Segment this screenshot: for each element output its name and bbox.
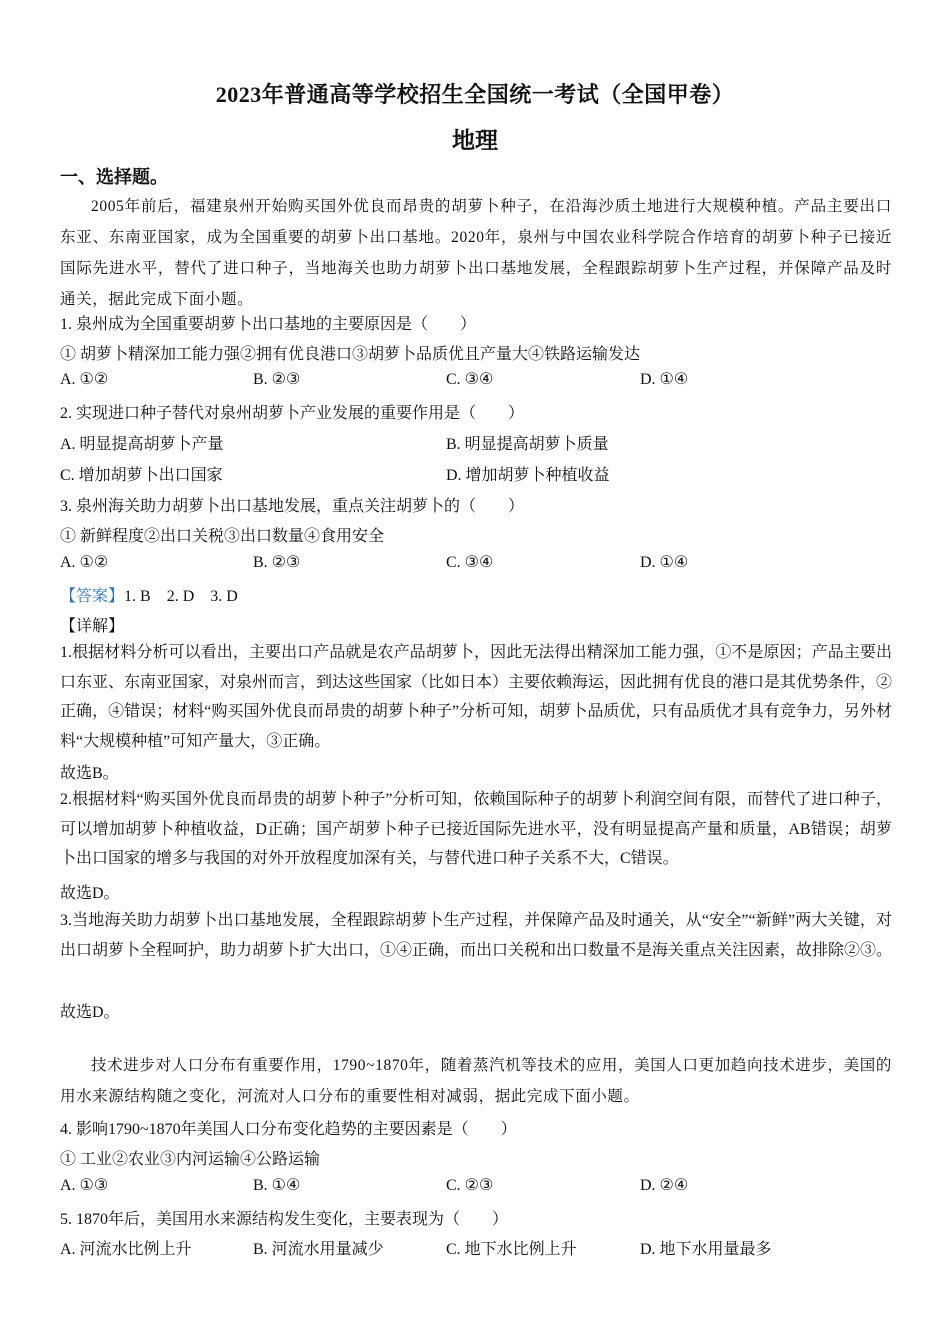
option-a: A. 明显提高胡萝卜产量 xyxy=(60,436,224,453)
section-heading: 一、选择题。 xyxy=(60,167,168,187)
conclusion-1: 故选B。 xyxy=(60,765,119,782)
option-d: D. ①④ xyxy=(640,554,689,571)
question-4-items: ① 工业②农业③内河运输④公路运输 xyxy=(60,1151,321,1168)
option-b: B. ①④ xyxy=(253,1177,301,1194)
option-d: D. ②④ xyxy=(640,1177,689,1194)
option-c: C. 增加胡萝卜出口国家 xyxy=(60,467,223,484)
explanation-2: 2.根据材料“购买国外优良而昂贵的胡萝卜种子”分析可知，依赖国际种子的胡萝卜利润空间有限，而替代了进口种子，可以增加胡萝卜种植收益，D正确；国产胡萝卜种子已接近国际先进水平，没有明显提高产量和质量，AB错误；胡萝卜出口国家的增多与我国的对外开放程度加深有关，与替代进口种子关系不大，C错误。 xyxy=(60,791,892,867)
option-a: A. 河流水比例上升 xyxy=(60,1241,192,1258)
question-5-options xyxy=(60,1236,900,1260)
question-5-stem: 5. 1870年后，美国用水来源结构发生变化，主要表现为（ ） xyxy=(60,1211,509,1228)
passage-2: 技术进步对人口分布有重要作用，1790~1870年，随着蒸汽机等技术的应用，美国人口更加趋向技术进步，美国的用水来源结构随之变化，河流对人口分布的重要性相对减弱，据此完成下面小题。 xyxy=(60,1057,892,1105)
option-b: B. ②③ xyxy=(253,371,301,388)
option-c: C. ③④ xyxy=(446,371,494,388)
question-4-stem: 4. 影响1790~1870年美国人口分布变化趋势的主要因素是（ ） xyxy=(60,1121,517,1138)
option-c: C. 地下水比例上升 xyxy=(446,1241,577,1258)
option-d: D. 地下水用量最多 xyxy=(640,1241,772,1258)
question-2-options-row-2 xyxy=(60,462,900,486)
conclusion-3: 故选D。 xyxy=(60,1004,120,1021)
answer-value: 1. B 2. D 3. D xyxy=(124,588,238,605)
option-a: A. ①② xyxy=(60,371,109,388)
option-d: D. 增加胡萝卜种植收益 xyxy=(446,467,610,484)
option-b: B. ②③ xyxy=(253,554,301,571)
explanation-1: 1.根据材料分析可以看出，主要出口产品就是农产品胡萝卜，因此无法得出精深加工能力强，①不是原因；产品主要出口东亚、东南亚国家，对泉州而言，到达这些国家（比如日本）主要依赖海运，因此拥有优良的港口是其优势条件，②正确，④错误；材料“购买国外优良而昂贵的胡萝卜种子”分析可知，胡萝卜品质优，只有品质优才具有竞争力，另外材料“大规模种植”可知产量大，③正确。 xyxy=(60,644,893,750)
answer-label: 【答案】 xyxy=(60,588,125,605)
option-d: D. ①④ xyxy=(640,371,689,388)
option-a: A. ①③ xyxy=(60,1177,109,1194)
option-c: C. ②③ xyxy=(446,1177,494,1194)
conclusion-2: 故选D。 xyxy=(60,885,120,902)
question-3-items: ① 新鲜程度②出口关税③出口数量④食用安全 xyxy=(60,528,385,545)
option-c: C. ③④ xyxy=(446,554,494,571)
passage-1: 2005年前后，福建泉州开始购买国外优良而昂贵的胡萝卜种子，在沿海沙质土地进行大规模种植。产品主要出口东亚、东南亚国家，成为全国重要的胡萝卜出口基地。2020年，泉州与中国农业科学院合作培育的胡萝卜种子已接近国际先进水平，替代了进口种子，当地海关也助力胡萝卜出口基地发展，全程跟踪胡萝卜生产过程，并保障产品及时通关，据此完成下面小题。 xyxy=(60,198,892,308)
option-b: B. 河流水用量减少 xyxy=(253,1241,384,1258)
option-b: B. 明显提高胡萝卜质量 xyxy=(446,436,609,453)
detail-label: 【详解】 xyxy=(60,618,125,635)
exam-title: 2023年普通高等学校招生全国统一考试（全国甲卷） xyxy=(215,82,735,107)
subject-title: 地理 xyxy=(452,128,498,153)
option-a: A. ①② xyxy=(60,554,109,571)
question-1-items: ① 胡萝卜精深加工能力强②拥有优良港口③胡萝卜品质优且产量大④铁路运输发达 xyxy=(60,346,641,363)
question-4-options xyxy=(60,1175,900,1199)
question-3-stem: 3. 泉州海关助力胡萝卜出口基地发展，重点关注胡萝卜的（ ） xyxy=(60,498,525,515)
question-3-options xyxy=(60,552,900,576)
explanation-3: 3.当地海关助力胡萝卜出口基地发展，全程跟踪胡萝卜生产过程，并保障产品及时通关，从“安全”“新鲜”两大关键，对出口胡萝卜全程呵护，助力胡萝卜扩大出口，①④正确，而出口关税和出口数量不是海关重点关注因素，故排除②③。 xyxy=(60,912,893,959)
question-1-stem: 1. 泉州成为全国重要胡萝卜出口基地的主要原因是（ ） xyxy=(60,316,477,333)
answer-line xyxy=(60,583,900,606)
question-2-options-row-1 xyxy=(60,431,900,455)
question-2-stem: 2. 实现进口种子替代对泉州胡萝卜产业发展的重要作用是（ ） xyxy=(60,405,525,422)
question-1-options xyxy=(60,369,900,393)
